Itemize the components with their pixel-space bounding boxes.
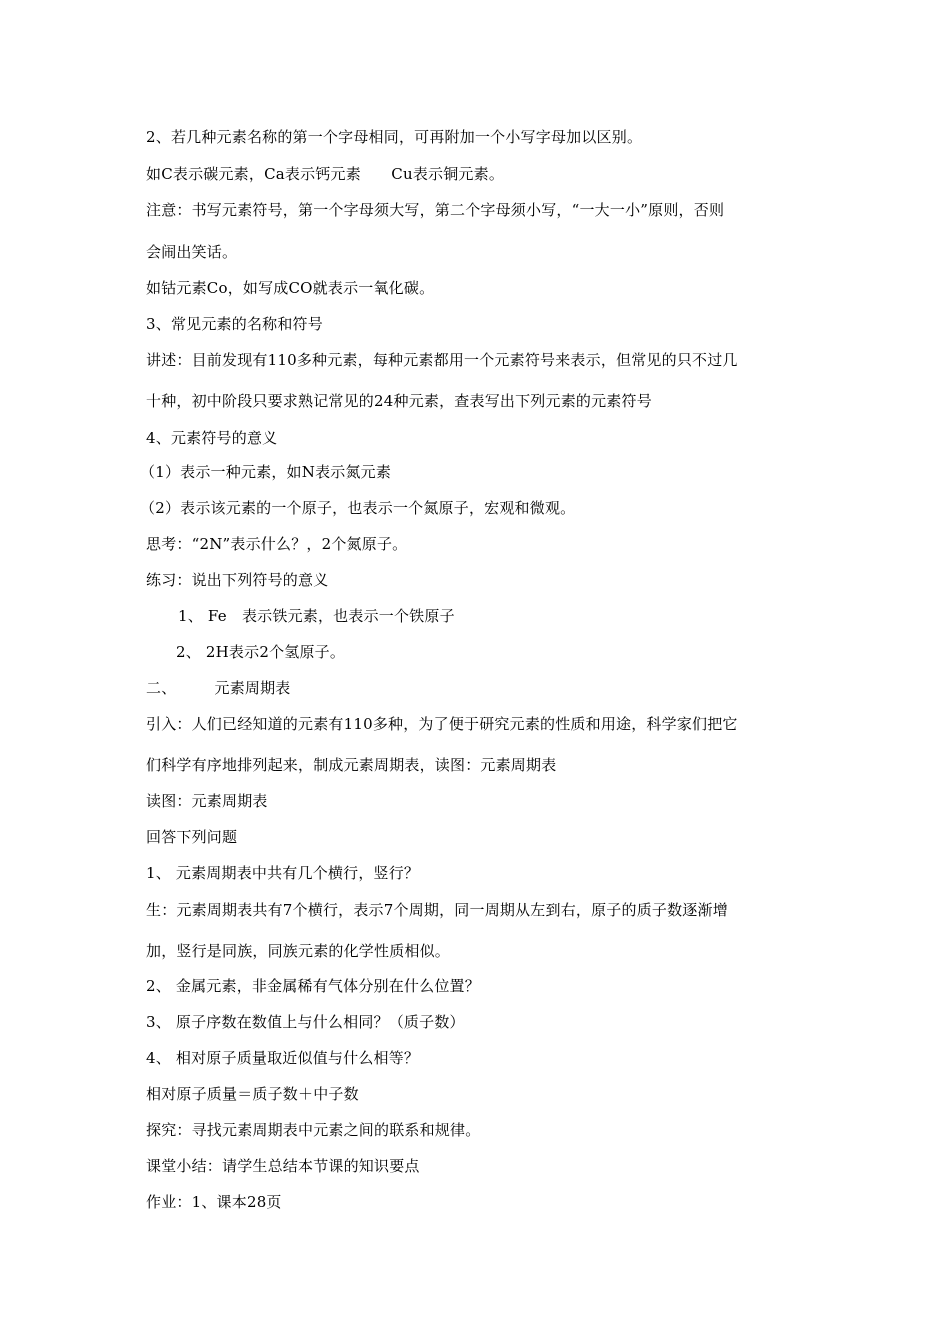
text-line: 课堂小结：请学生总结本节课的知识要点	[146, 1157, 420, 1175]
text-line: 引入：人们已经知道的元素有110多种，为了便于研究元素的性质和用途，科学家们把它	[146, 715, 738, 733]
text-line: 注意：书写元素符号，第一个字母须大写，第二个字母须小写，“一大一小”原则，否则	[146, 201, 725, 219]
text-line: 回答下列问题	[146, 828, 238, 846]
text-line: （2）表示该元素的一个原子，也表示一个氮原子，宏观和微观。	[140, 499, 576, 517]
text-line: 3、 原子序数在数值上与什么相同？（质子数）	[146, 1013, 465, 1031]
text-line: 如C表示碳元素，Ca表示钙元素 Cu表示铜元素。	[146, 165, 505, 183]
text-line: 2、若几种元素名称的第一个字母相同，可再附加一个小写字母加以区别。	[146, 128, 643, 146]
section-heading: 二、 元素周期表	[146, 679, 291, 697]
text-line: 4、 相对原子质量取近似值与什么相等？	[146, 1049, 420, 1067]
text-line: 1、 元素周期表中共有几个横行，竖行？	[146, 864, 420, 882]
text-line: 作业：1、课本28页	[146, 1193, 282, 1211]
text-line: 们科学有序地排列起来，制成元素周期表，读图：元素周期表	[146, 756, 557, 774]
text-line: 练习：说出下列符号的意义	[146, 571, 329, 589]
text-line: 生：元素周期表共有7个横行，表示7个周期，同一周期从左到右，原子的质子数逐渐增	[146, 901, 728, 919]
text-line: 2、 2H表示2个氢原子。	[176, 643, 346, 661]
text-line: （1）表示一种元素，如N表示氮元素	[140, 463, 392, 481]
text-line: 探究：寻找元素周期表中元素之间的联系和规律。	[146, 1121, 481, 1139]
text-line: 加，竖行是同族，同族元素的化学性质相似。	[146, 942, 451, 960]
text-line: 会闹出笑话。	[146, 243, 238, 261]
text-line: 如钴元素Co，如写成CO就表示一氧化碳。	[146, 279, 435, 297]
text-line: 1、 Fe 表示铁元素，也表示一个铁原子	[178, 607, 455, 625]
text-line: 十种，初中阶段只要求熟记常见的24种元素，查表写出下列元素的元素符号	[146, 392, 652, 410]
text-line: 思考：“2N”表示什么？，2个氮原子。	[146, 535, 408, 553]
text-line: 4、元素符号的意义	[146, 429, 278, 447]
text-line: 讲述：目前发现有110多种元素，每种元素都用一个元素符号来表示，但常见的只不过几	[146, 351, 738, 369]
text-line: 2、 金属元素，非金属稀有气体分别在什么位置？	[146, 977, 480, 995]
text-line: 3、常见元素的名称和符号	[146, 315, 323, 333]
text-line: 读图：元素周期表	[146, 792, 268, 810]
text-line: 相对原子质量＝质子数＋中子数	[146, 1085, 359, 1103]
